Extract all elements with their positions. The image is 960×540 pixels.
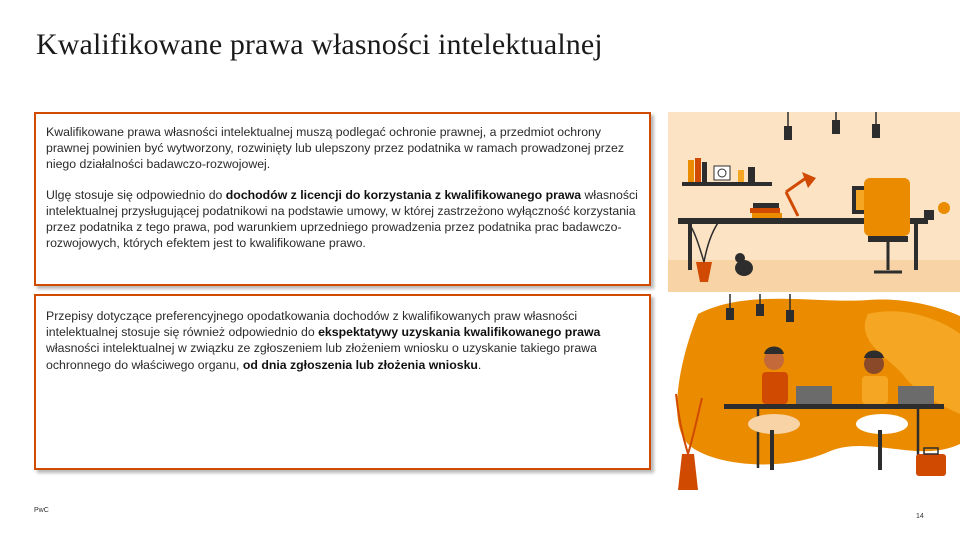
office-illustration (668, 112, 960, 292)
text-box-licenses (34, 112, 651, 286)
page-number: 14 (916, 513, 924, 520)
text-run: . (477, 357, 482, 372)
paragraph-expectancy (46, 308, 639, 373)
text-box-expectancy (34, 294, 651, 470)
footer-logo: PwC (34, 507, 49, 514)
text-run: własności intelektualnej w związku ze zgłoszeniem lub złożeniem wniosku o uzyskanie takiego prawa ochronnego do właściwego organu, (46, 341, 597, 372)
team-illustration (668, 294, 960, 496)
bold-run: od dnia zgłoszenia lub złożenia wniosku (242, 357, 478, 372)
text-run: własności intelektualnej przysługującej podatnikowi na podstawie umowy, w której zastrzeżono wyłączność korzystania przez podatnika z tego prawa, pod warunkiem uprzedniego prowadzenia przez podatnika prac badawczo-rozwojowych, których efektem jest to kwalifikowane prawo. (46, 187, 638, 251)
page-title: Kwalifikowane prawa własności intelektualnej (36, 28, 603, 61)
paragraph-license-income (46, 187, 639, 252)
paragraph-protection: Kwalifikowane prawa własności intelektualnej muszą podlegać ochronie prawnej, a przedmiot ochrony prawnej powinien być wytworzony, rozwinięty lub ulepszony przez podatnika w ramach prowadzonej przez niego działalności badawczo-rozwojowej. (46, 125, 625, 172)
bold-run: dochodów z licencji do korzystania z kwalifikowanego prawa (225, 187, 582, 202)
bold-run: ekspektatywy uzyskania kwalifikowanego prawa (318, 325, 601, 340)
text-run: Przepisy dotyczące preferencyjnego opodatkowania dochodów z kwalifikowanych praw własności intelektualnej stosuje się również odpowiednio do (46, 309, 578, 340)
text-run: Ulgę stosuje się odpowiednio do (46, 187, 226, 202)
